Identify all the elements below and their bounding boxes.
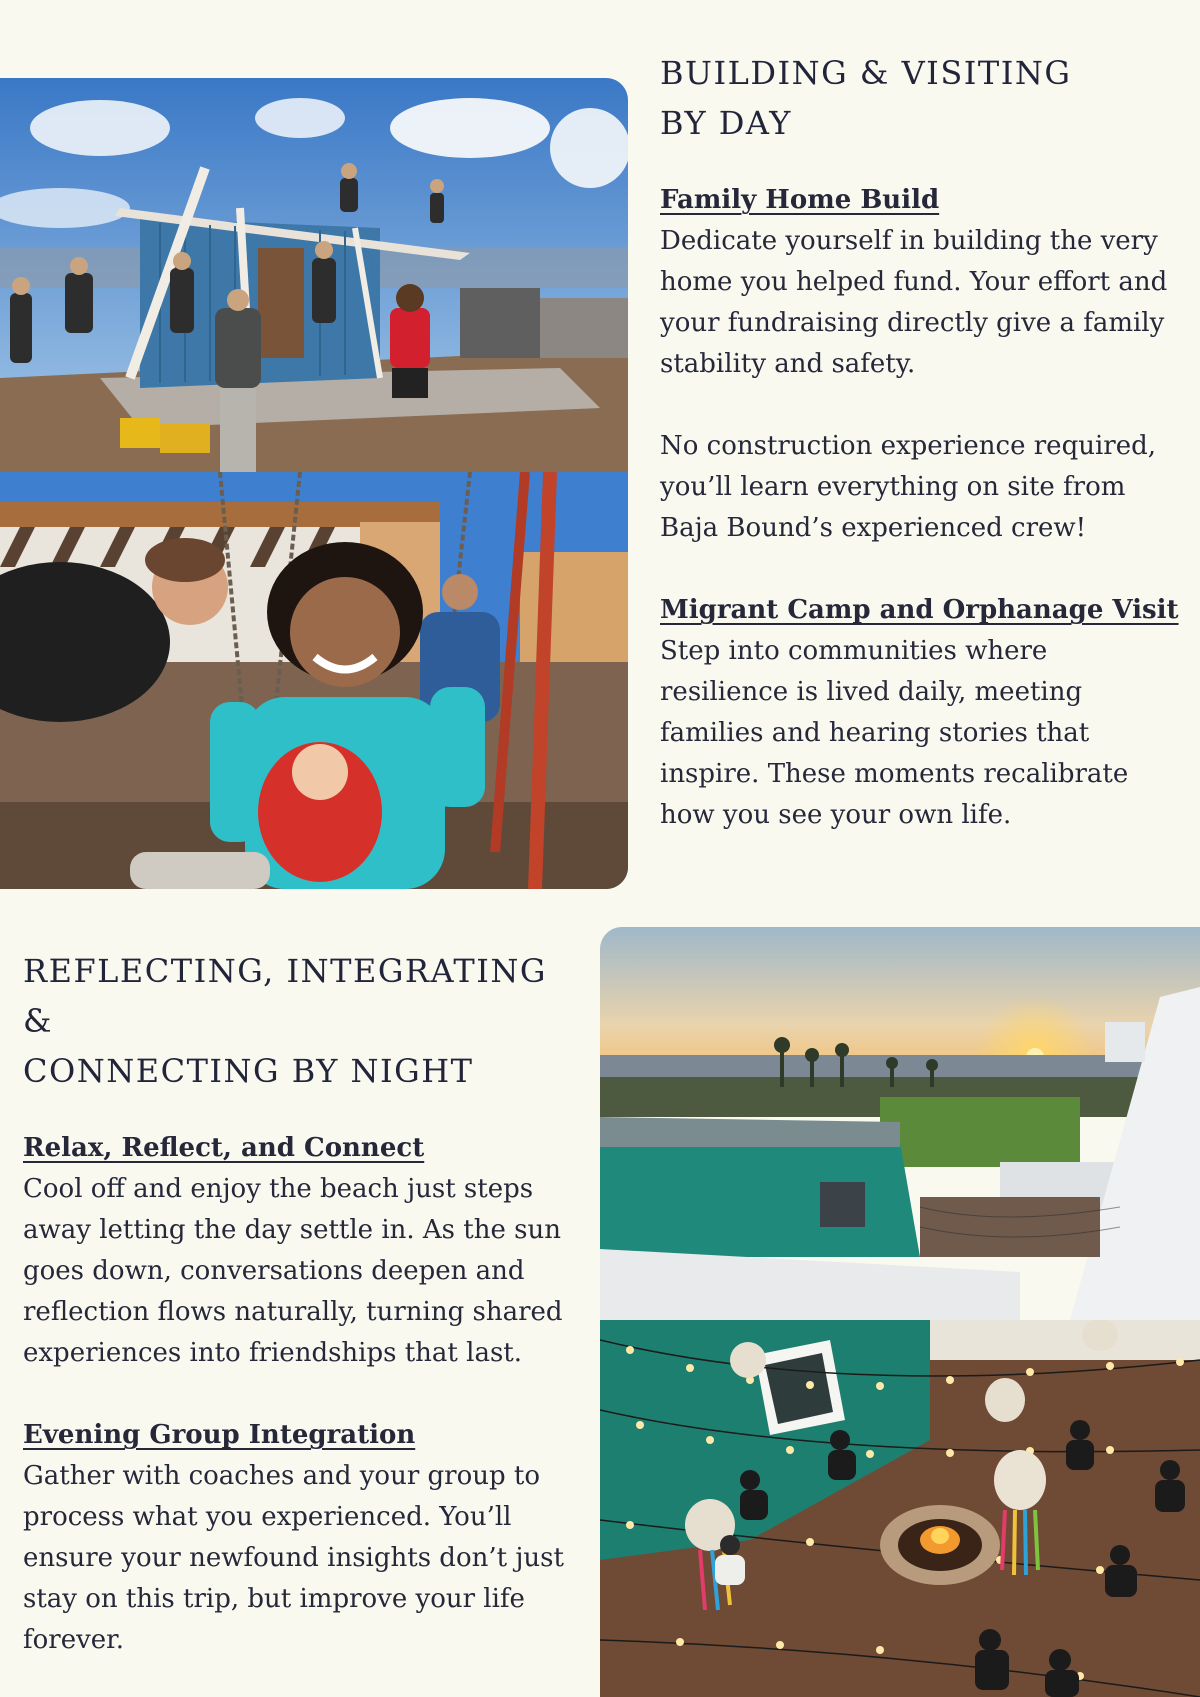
migrant-camp-visit-text: Step into communities where resilience is lived daily, meeting families and hearing stories that inspire. These moments recalibrate how you see your own life. bbox=[660, 636, 1129, 830]
day-section-heading bbox=[660, 48, 1180, 148]
relax-reflect-connect-text: Cool off and enjoy the beach just steps away letting the day settle in. As the sun goes down, conversations deepen and reflection flows naturally, turning shared experiences into friendships that last. bbox=[23, 1174, 563, 1368]
construction-experience-text: No construction experience required, you’ll learn everything on site from Baja Bound’s experienced crew! bbox=[660, 431, 1156, 543]
relax-reflect-connect-title: Relax, Reflect, and Connect bbox=[23, 1133, 425, 1163]
house-construction-photo bbox=[0, 78, 628, 472]
evening-group-integration-text: Gather with coaches and your group to process what you experienced. You’ll ensure your newfound insights don’t just stay on this trip, but improve your life forever. bbox=[23, 1461, 564, 1655]
day-heading-line-1: BUILDING & VISITING bbox=[660, 54, 1072, 92]
child-on-swing-photo bbox=[0, 472, 628, 889]
rooftop-sunset-photo bbox=[600, 927, 1200, 1320]
family-home-build-title: Family Home Build bbox=[660, 185, 940, 215]
night-heading-line-1: REFLECTING, INTEGRATING & bbox=[23, 952, 547, 1040]
night-section-heading bbox=[23, 946, 583, 1096]
night-heading-line-2: CONNECTING BY NIGHT bbox=[23, 1052, 474, 1090]
migrant-camp-visit-title: Migrant Camp and Orphanage Visit bbox=[660, 595, 1179, 625]
evening-group-integration-title: Evening Group Integration bbox=[23, 1420, 416, 1450]
night-section bbox=[23, 946, 583, 1661]
family-home-build-text: Dedicate yourself in building the very home you helped fund. Your effort and your fundraising directly give a family stability and safety. bbox=[660, 226, 1168, 379]
firepit-courtyard-photo bbox=[600, 1320, 1200, 1697]
day-section bbox=[660, 48, 1180, 836]
day-heading-line-2: BY DAY bbox=[660, 104, 792, 142]
